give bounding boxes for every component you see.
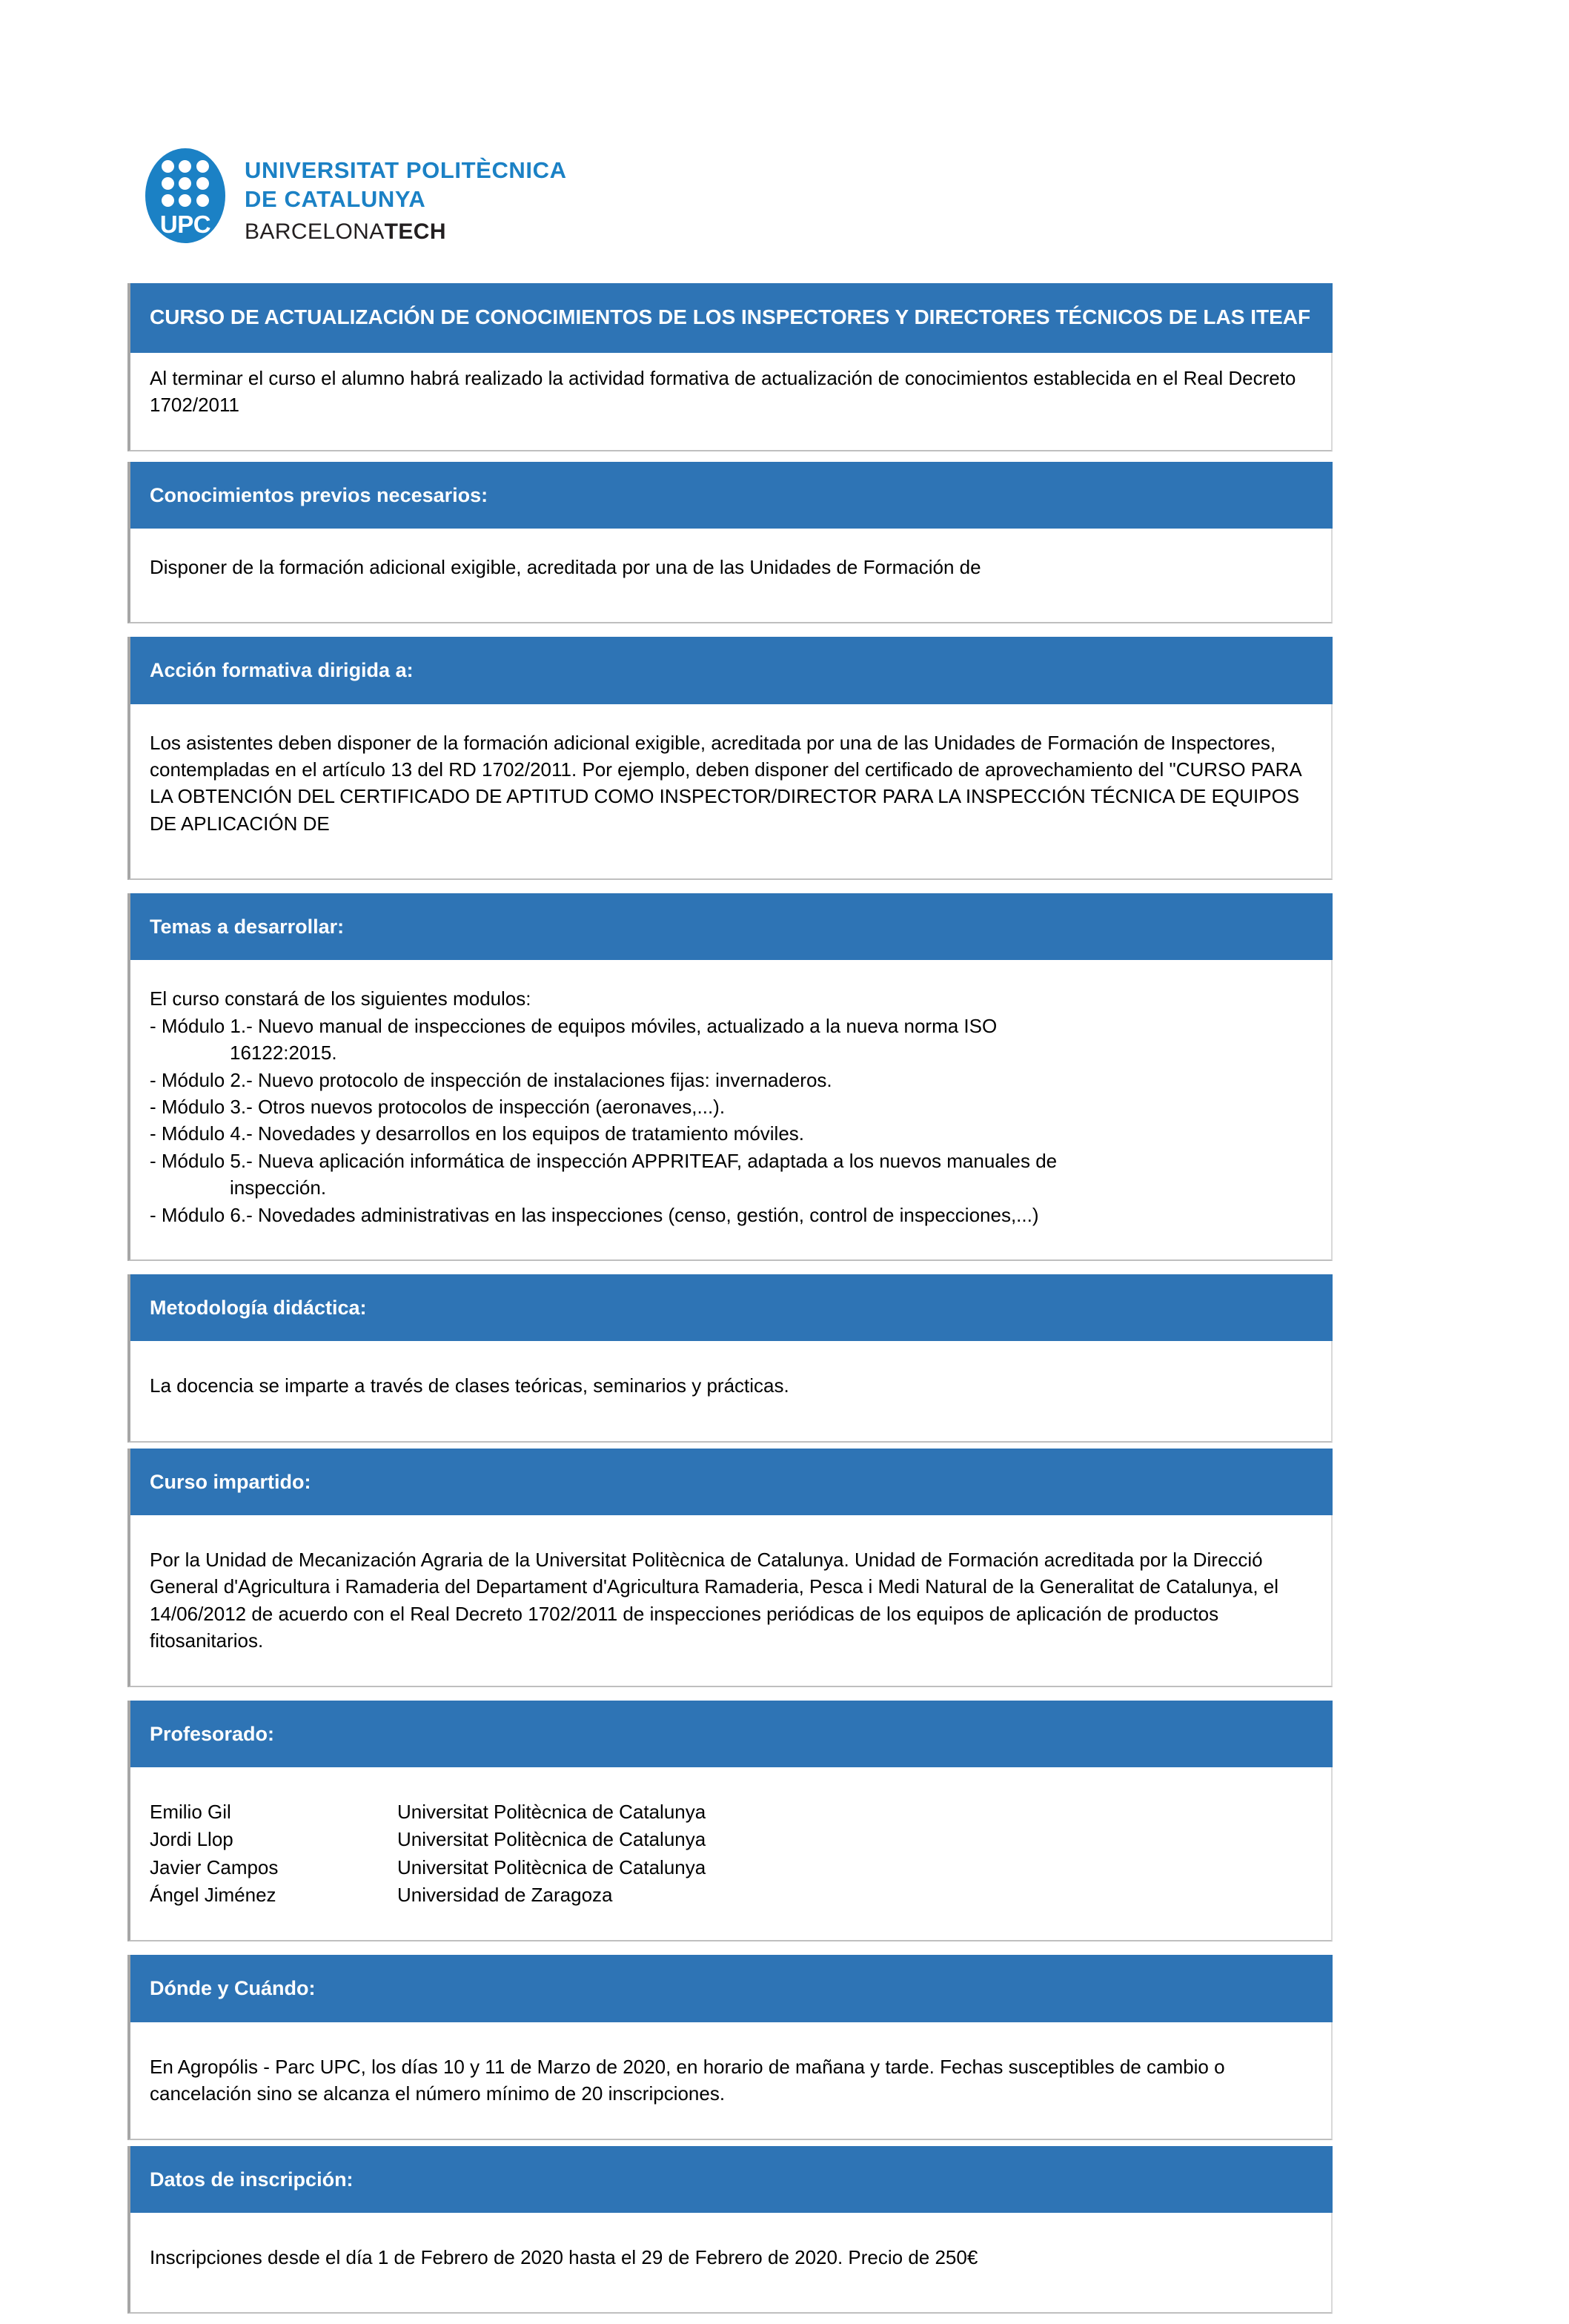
section-body-donde-cuando: En Agropólis - Parc UPC, los días 10 y 11 de Marzo de 2020, en horario de mañana y tarde. Fechas susceptibles de cambio o cancelación sino se alcanza el número mínimo de 20 inscripciones.	[127, 2022, 1333, 2140]
logo-dot	[196, 160, 209, 173]
logo-wordmark	[245, 148, 567, 246]
logo-barcelona-text: BARCELONA	[245, 219, 385, 245]
logo-barcelonatech	[245, 217, 567, 246]
section-divider	[127, 2140, 1333, 2146]
faculty-institution: Universitat Politècnica de Catalunya	[397, 1828, 706, 1851]
course-datasheet	[127, 283, 1333, 2314]
module-text: - Módulo 1.- Nuevo manual de inspecciones de equipos móviles, actualizado a la nueva norma ISO	[150, 1014, 998, 1037]
upc-logo-mark-icon	[145, 148, 225, 243]
section-body-conocimientos-previos: Disponer de la formación adicional exigible, acreditada por una de las Unidades de Formación de	[127, 529, 1333, 623]
module-continuation: 16122:2015.	[230, 1042, 337, 1065]
table-row	[150, 1826, 1312, 1853]
module-text: - Módulo 5.- Nueva aplicación informática de inspección APPRITEAF, adaptada a los nuevos manuales de	[150, 1149, 1058, 1172]
logo-dot	[179, 194, 191, 207]
temas-intro-line: El curso constará de los siguientes modulos:	[150, 987, 531, 1010]
section-body-temas	[127, 960, 1333, 1261]
section-divider	[127, 1443, 1333, 1449]
section-divider	[127, 1941, 1333, 1955]
module-continuation: inspección.	[230, 1176, 327, 1199]
logo-dot	[162, 194, 174, 207]
logo-university-line1: UNIVERSITAT POLITÈCNICA	[245, 157, 567, 183]
logo-university-line2: DE CATALUNYA	[245, 186, 426, 213]
module-item	[150, 1120, 1312, 1147]
section-body-profesorado	[127, 1767, 1333, 1942]
section-divider	[127, 451, 1333, 462]
logo-dot-grid-icon	[162, 160, 209, 207]
logo-dot	[179, 160, 191, 173]
logo-dot	[179, 177, 191, 190]
section-header-curso-impartido: Curso impartido:	[127, 1449, 1333, 1515]
section-divider	[127, 623, 1333, 637]
section-body-curso-impartido: Por la Unidad de Mecanización Agraria de la Universitat Politècnica de Catalunya. Unidad de Formación acreditada por la Direcció General d'Agricultura i Ramaderia del Departament d'Agricultura Ramaderia, Pesca i Medi Natural de la Generalitat de Catalunya, el 14/06/2012 de acuerdo con el Real Decreto 1702/2011 de inspecciones periódicas de los equipos de aplicación de productos fitosanitarios.	[127, 1515, 1333, 1687]
section-header-accion-formativa: Acción formativa dirigida a:	[127, 637, 1333, 704]
faculty-institution: Universidad de Zaragoza	[397, 1884, 613, 1907]
upc-logo	[145, 148, 567, 246]
logo-dot	[162, 177, 174, 190]
section-divider	[127, 1687, 1333, 1701]
module-item	[150, 1013, 1312, 1067]
table-row	[150, 1798, 1312, 1826]
module-list	[150, 1013, 1312, 1228]
logo-dot	[196, 194, 209, 207]
section-body-accion-formativa: Los asistentes deben disponer de la formación adicional exigible, acreditada por una de las Unidades de Formación de Inspectores, contempladas en el artículo 13 del RD 1702/2011. Por ejemplo, deben disponer del certificado de aprovechamiento del "CURSO PARA LA OBTENCIÓN DEL CERTIFICADO DE APTITUD COMO INSPECTOR/DIRECTOR PARA LA INSPECCIÓN TÉCNICA DE EQUIPOS DE APLICACIÓN DE	[127, 704, 1333, 881]
faculty-name: Javier Campos	[150, 1855, 279, 1878]
logo-tech-text: TECH	[384, 219, 446, 245]
module-text: - Módulo 3.- Otros nuevos protocolos de inspección (aeronaves,...).	[150, 1096, 726, 1119]
module-item	[150, 1148, 1312, 1202]
module-text: - Módulo 4.- Novedades y desarrollos en los equipos de tratamiento móviles.	[150, 1122, 805, 1145]
module-item	[150, 1067, 1312, 1093]
faculty-name: Jordi Llop	[150, 1828, 233, 1851]
module-text: - Módulo 6.- Novedades administrativas en las inspecciones (censo, gestión, control de inspecciones,...)	[150, 1203, 1039, 1226]
module-text: - Módulo 2.- Nuevo protocolo de inspección de instalaciones fijas: invernaderos.	[150, 1068, 832, 1091]
section-body-metodologia: La docencia se imparte a través de clases teóricas, seminarios y prácticas.	[127, 1341, 1333, 1442]
section-header-datos-inscripcion: Datos de inscripción:	[127, 2146, 1333, 2213]
table-row	[150, 1881, 1312, 1909]
section-divider	[127, 880, 1333, 893]
faculty-institution: Universitat Politècnica de Catalunya	[397, 1800, 706, 1823]
logo-dot	[162, 160, 174, 173]
section-header-temas: Temas a desarrollar:	[127, 893, 1333, 960]
table-row	[150, 1854, 1312, 1881]
course-title: CURSO DE ACTUALIZACIÓN DE CONOCIMIENTOS DE LOS INSPECTORES Y DIRECTORES TÉCNICOS DE LAS ITEAF	[127, 283, 1333, 353]
module-item	[150, 1093, 1312, 1120]
logo-upc-acronym: UPC	[159, 211, 211, 238]
section-divider	[127, 1261, 1333, 1274]
faculty-table	[150, 1798, 1312, 1910]
section-body-datos-inscripcion: Inscripciones desde el día 1 de Febrero de 2020 hasta el 29 de Febrero de 2020. Precio de 250€	[127, 2213, 1333, 2314]
faculty-institution: Universitat Politècnica de Catalunya	[397, 1855, 706, 1878]
logo-dot	[196, 177, 209, 190]
section-header-conocimientos-previos: Conocimientos previos necesarios:	[127, 462, 1333, 529]
faculty-name: Ángel Jiménez	[150, 1884, 276, 1907]
faculty-name: Emilio Gil	[150, 1800, 231, 1823]
section-header-profesorado: Profesorado:	[127, 1701, 1333, 1767]
section-header-metodologia: Metodología didáctica:	[127, 1274, 1333, 1341]
course-intro-panel: Al terminar el curso el alumno habrá realizado la actividad formativa de actualización de conocimientos establecida en el Real Decreto 1702/2011	[127, 353, 1333, 451]
section-header-donde-cuando: Dónde y Cuándo:	[127, 1955, 1333, 2022]
module-item	[150, 1202, 1312, 1228]
